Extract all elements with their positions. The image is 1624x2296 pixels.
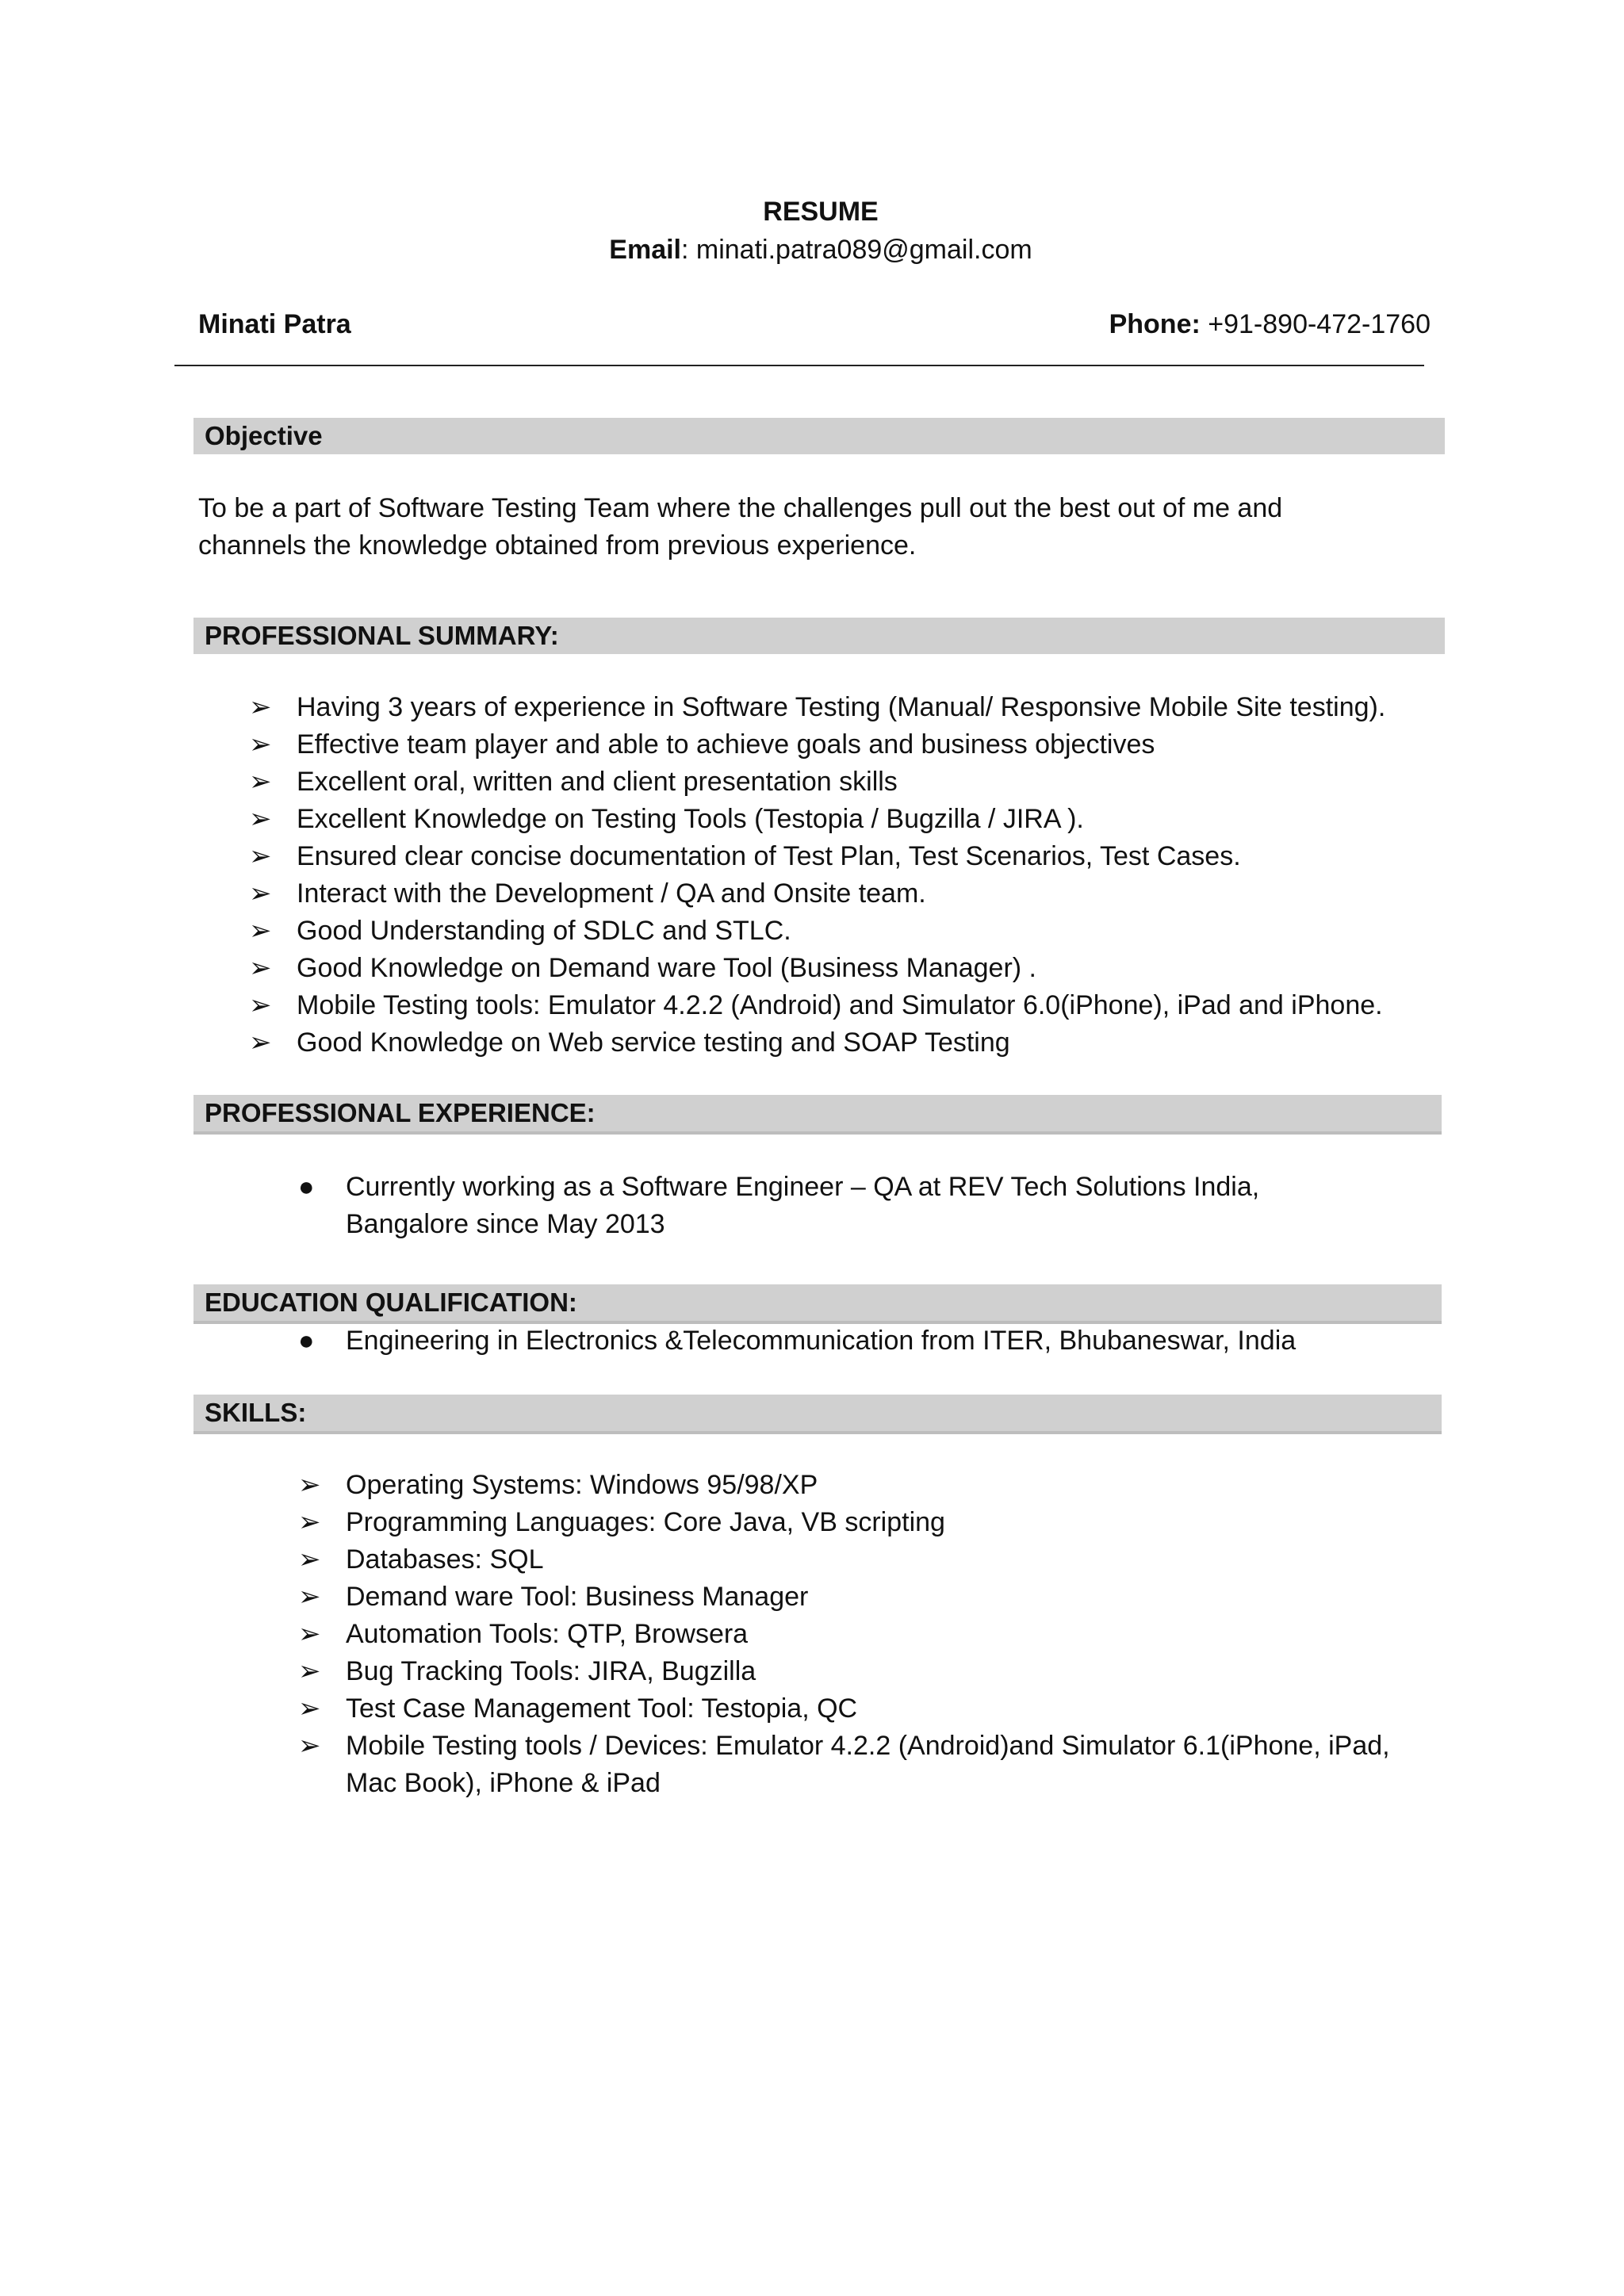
arrow-bullet-icon: ➢	[249, 990, 272, 1020]
arrow-bullet-icon: ➢	[298, 1507, 321, 1537]
resume-title: RESUME	[763, 197, 879, 227]
list-item: ➢ Mobile Testing tools: Emulator 4.2.2 (Android) and Simulator 6.0(iPhone), iPad and iPhone.	[297, 987, 1385, 1024]
round-bullet-icon: ●	[298, 1172, 315, 1202]
arrow-bullet-icon: ➢	[298, 1731, 321, 1761]
round-bullet-icon: ●	[298, 1326, 315, 1356]
phone-label: Phone:	[1109, 309, 1201, 339]
arrow-bullet-icon: ➢	[249, 916, 272, 946]
objective-text	[198, 490, 1435, 564]
list-item: ➢ Excellent Knowledge on Testing Tools (Testopia / Bugzilla / JIRA ).	[297, 801, 1385, 838]
arrow-bullet-icon: ➢	[249, 767, 272, 797]
objective-line: channels the knowledge obtained from previous experience.	[198, 530, 917, 561]
arrow-bullet-icon: ➢	[298, 1656, 321, 1686]
list-item: ➢ Good Knowledge on Demand ware Tool (Business Manager) .	[297, 950, 1385, 987]
list-item: ➢ Automation Tools: QTP, Browsera	[346, 1616, 1390, 1653]
list-item: ➢ Good Knowledge on Web service testing and SOAP Testing	[297, 1024, 1385, 1062]
list-item: ➢ Effective team player and able to achieve goals and business objectives	[297, 726, 1385, 763]
phone-value: +91-890-472-1760	[1200, 309, 1431, 339]
arrow-bullet-icon: ➢	[249, 729, 272, 760]
list-item: ➢ Having 3 years of experience in Software Testing (Manual/ Responsive Mobile Site testing).	[297, 689, 1385, 726]
skills-list	[298, 1467, 1390, 1802]
arrow-bullet-icon: ➢	[249, 878, 272, 909]
list-item: ➢ Databases: SQL	[346, 1541, 1390, 1578]
education-heading: EDUCATION QUALIFICATION:	[193, 1284, 1442, 1321]
email-value: : minati.patra089@gmail.com	[681, 235, 1032, 265]
list-item: ➢ Test Case Management Tool: Testopia, QC	[346, 1690, 1390, 1728]
list-item: ➢ Demand ware Tool: Business Manager	[346, 1578, 1390, 1616]
arrow-bullet-icon: ➢	[249, 953, 272, 983]
list-item: ➢ Mobile Testing tools / Devices: Emulator 4.2.2 (Android)and Simulator 6.1(iPhone, iPad, Mac Book), iPhone & iPad	[346, 1728, 1390, 1802]
candidate-name: Minati Patra	[198, 309, 351, 339]
list-item: ➢ Programming Languages: Core Java, VB scripting	[346, 1504, 1390, 1541]
arrow-bullet-icon: ➢	[249, 841, 272, 871]
phone-line	[1109, 309, 1431, 340]
skills-heading: SKILLS:	[193, 1395, 1442, 1431]
list-item: ➢ Operating Systems: Windows 95/98/XP	[346, 1467, 1390, 1504]
list-item: ➢ Interact with the Development / QA and Onsite team.	[297, 875, 1385, 913]
list-item: ➢ Excellent oral, written and client presentation skills	[297, 763, 1385, 801]
header-divider	[174, 365, 1424, 366]
list-item: ● Engineering in Electronics &Telecommunication from ITER, Bhubaneswar, India	[346, 1322, 1296, 1360]
arrow-bullet-icon: ➢	[249, 804, 272, 834]
arrow-bullet-icon: ➢	[298, 1619, 321, 1649]
email-label: Email	[609, 235, 681, 265]
arrow-bullet-icon: ➢	[298, 1470, 321, 1500]
arrow-bullet-icon: ➢	[298, 1582, 321, 1612]
arrow-bullet-icon: ➢	[249, 692, 272, 722]
summary-heading: PROFESSIONAL SUMMARY:	[193, 618, 1445, 654]
list-item: ● Currently working as a Software Engineer – QA at REV Tech Solutions India, Bangalore since May 2013	[346, 1169, 1259, 1243]
experience-heading: PROFESSIONAL EXPERIENCE:	[193, 1095, 1442, 1131]
arrow-bullet-icon: ➢	[249, 1027, 272, 1058]
objective-line: To be a part of Software Testing Team where the challenges pull out the best out of me and	[198, 493, 1283, 523]
list-item: ➢ Bug Tracking Tools: JIRA, Bugzilla	[346, 1653, 1390, 1690]
list-item: ➢ Good Understanding of SDLC and STLC.	[297, 913, 1385, 950]
experience-list	[298, 1169, 1260, 1243]
arrow-bullet-icon: ➢	[298, 1544, 321, 1575]
list-item: ➢ Ensured clear concise documentation of Test Plan, Test Scenarios, Test Cases.	[297, 838, 1385, 875]
email-line	[0, 235, 1624, 266]
objective-heading: Objective	[193, 418, 1445, 454]
education-list	[298, 1322, 1297, 1360]
arrow-bullet-icon: ➢	[298, 1693, 321, 1724]
summary-list	[249, 689, 1386, 1062]
